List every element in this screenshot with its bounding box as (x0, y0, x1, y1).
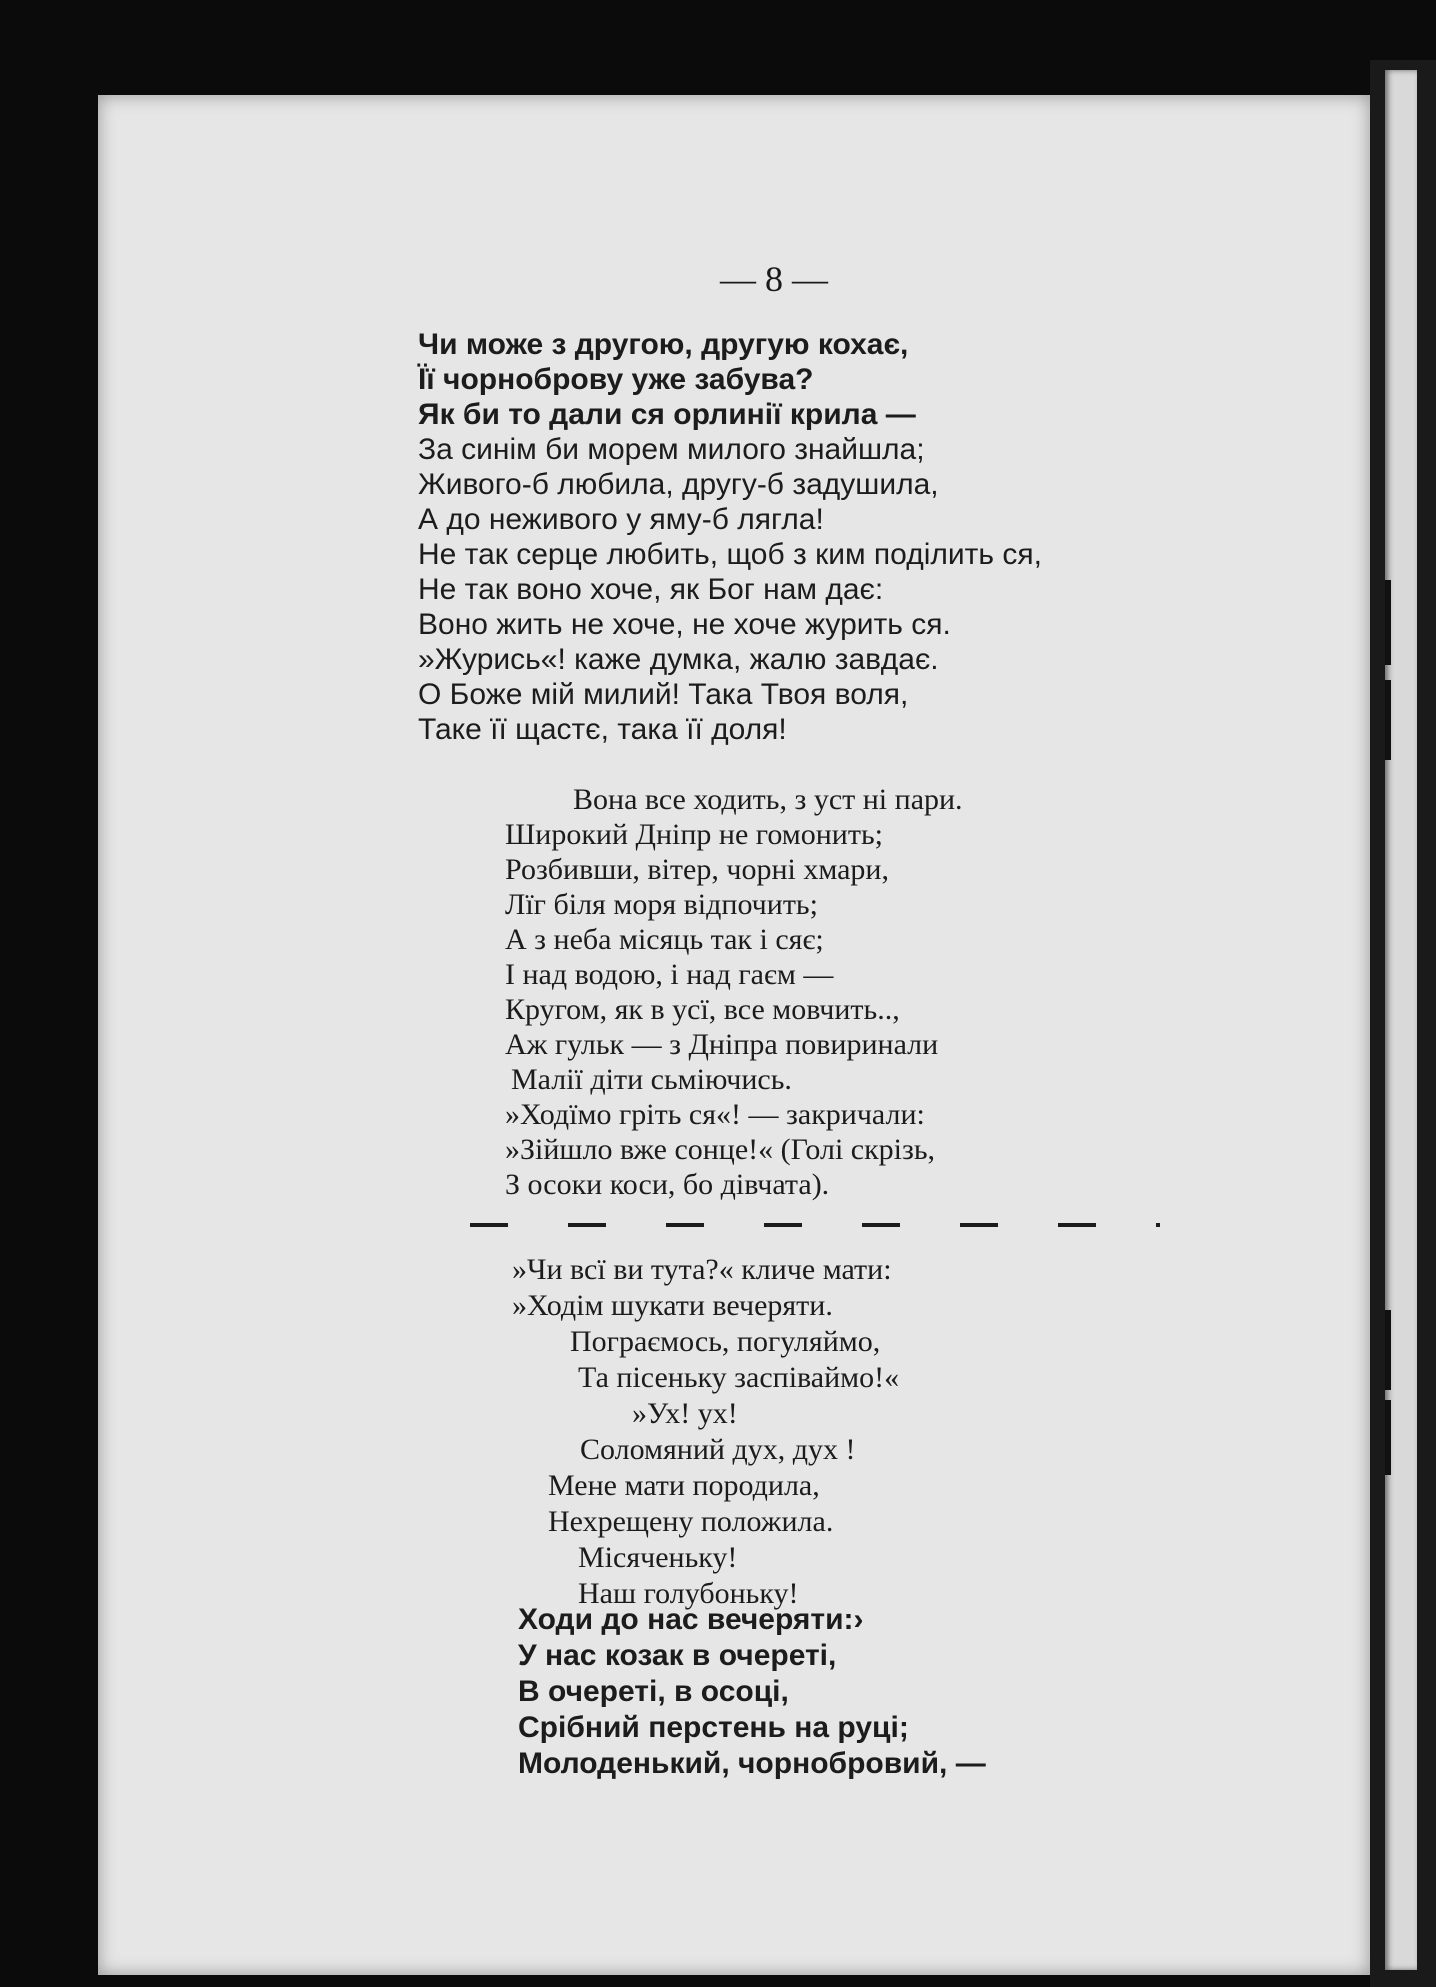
page-number: — 8 — (720, 259, 828, 299)
verse-line: Малії діти сьміючись. (511, 1063, 792, 1096)
verse-line: Не так серце любить, щоб з ким поділить ся, (418, 538, 1042, 571)
verse-line: Нехрещену положила. (548, 1505, 834, 1538)
verse-line: Розбивши, вітер, чорні хмари, (505, 853, 889, 886)
section-divider (470, 1223, 1160, 1227)
verse-line: А до неживого у яму-б лягла! (418, 503, 824, 536)
verse-line: Мене мати породила, (548, 1469, 820, 1502)
verse-line: Соломяний дух, дух ! (580, 1433, 856, 1466)
verse-line: Її чорноброву уже забува? (418, 363, 814, 396)
verse-line: З осоки коси, бо дівчата). (505, 1168, 830, 1201)
verse-line: »Ух! ух! (632, 1397, 738, 1430)
verse-line: Кругом, як в усї, все мовчить.., (505, 993, 900, 1026)
verse-line: »Журись«! каже думка, жалю завдає. (418, 643, 939, 676)
verse-line: »Ходім шукати вечеряти. (512, 1289, 833, 1322)
stanza-1 (418, 327, 1042, 747)
verse-line: За синім би морем милого знайшла; (418, 433, 925, 466)
binding-mark (1385, 1310, 1391, 1390)
verse-line: О Боже мій милий! Така Твоя воля, (418, 678, 909, 711)
verse-line: Місяченьку! (578, 1541, 738, 1574)
verse-line: »Зійшло вже сонце!« (Голі скрізь, (505, 1133, 936, 1166)
verse-line: А з неба місяць так і сяє; (505, 923, 824, 956)
verse-line: »Чи всї ви тута?« кличе мати: (512, 1253, 892, 1286)
verse-line: Та пісеньку заспіваймо!« (578, 1361, 900, 1394)
verse-line: Лїг біля моря відпочить; (505, 888, 818, 921)
verse-line: Аж гульк — з Дніпра повиринали (505, 1028, 939, 1061)
stanza-2 (505, 782, 963, 1202)
verse-line: В очереті, в осоці, (518, 1675, 789, 1708)
binding-mark (1385, 680, 1391, 760)
stanza-4 (518, 1602, 986, 1782)
verse-line: Як би то дали ся орлинії крила — (418, 398, 916, 431)
verse-line: Молоденький, чорнобровий, — (518, 1747, 986, 1780)
verse-line: Вона все ходить, з уст ні пари. (573, 783, 963, 816)
verse-line: У нас козак в очереті, (518, 1639, 837, 1672)
stanza-3 (512, 1252, 899, 1612)
verse-line: Широкий Дніпр не гомонить; (505, 818, 883, 851)
verse-line: Ходи до нас вечеряти:› (518, 1603, 864, 1636)
binding-mark (1385, 1400, 1391, 1475)
verse-line: Пограємось, погуляймо, (570, 1325, 881, 1358)
verse-line: Чи може з другою, другую кохає, (418, 328, 909, 361)
verse-line: Наш голубоньку! (578, 1577, 799, 1610)
adjacent-page-strip (1385, 70, 1417, 1970)
verse-line: »Ходїмо гріть ся«! — закричали: (505, 1098, 925, 1131)
verse-line: Таке її щастє, така її доля! (418, 713, 787, 746)
verse-line: Живого-б любила, другу-б задушила, (418, 468, 939, 501)
verse-line: Срібний перстень на руці; (518, 1711, 909, 1744)
verse-line: Не так воно хоче, як Бог нам дає: (418, 573, 884, 606)
verse-line: Воно жить не хоче, не хоче журить ся. (418, 608, 951, 641)
binding-mark (1385, 580, 1391, 665)
verse-line: І над водою, і над гаєм — (505, 958, 834, 991)
